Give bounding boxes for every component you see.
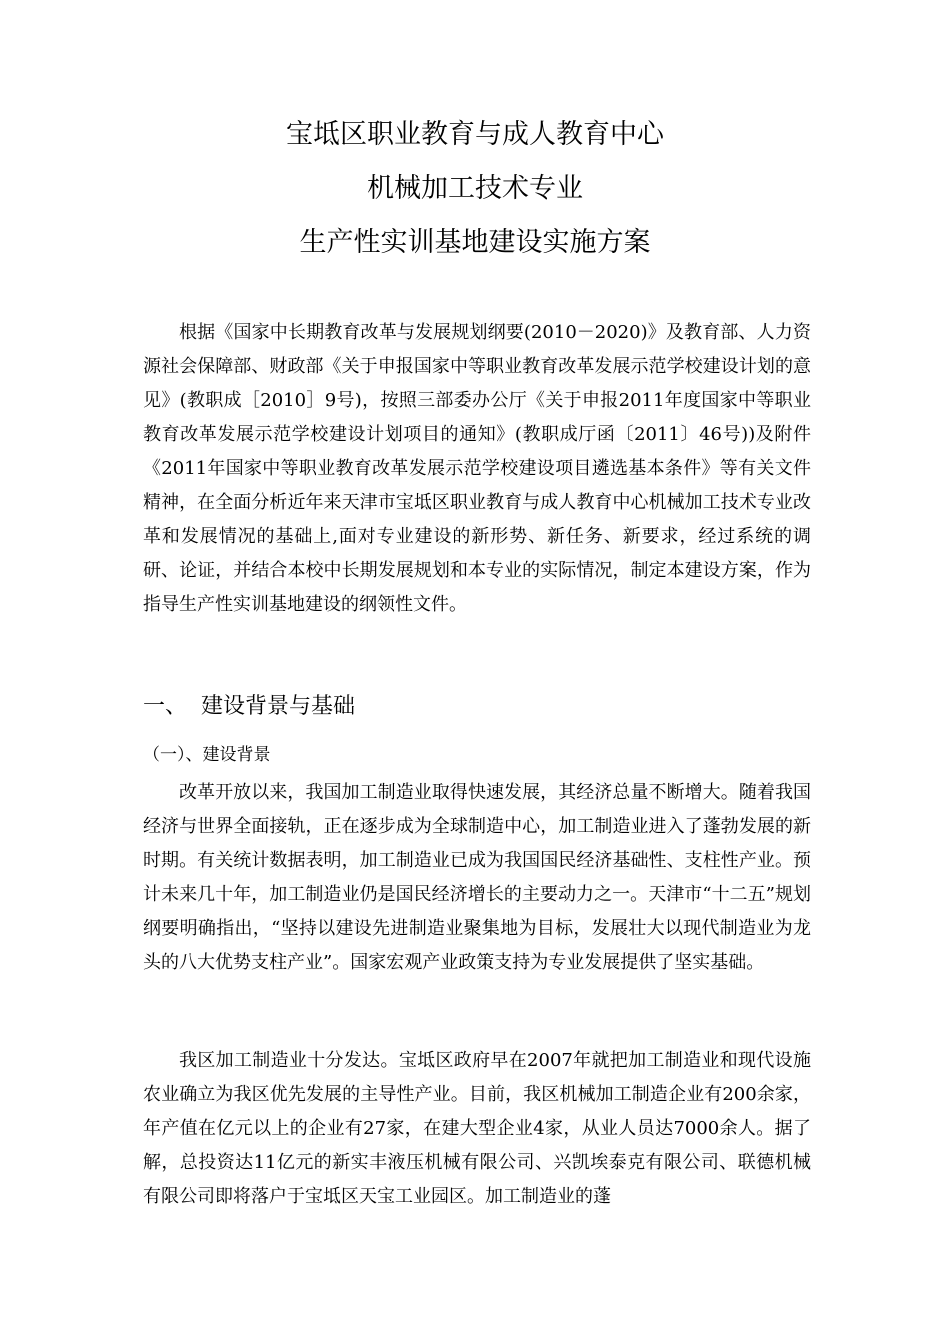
- subsection-heading: （一）、建设背景: [143, 745, 271, 765]
- body-paragraph: 改革开放以来，我国加工制造业取得快速发展，其经济总量不断增大。随着我国经济与世界全面接轨，正在逐步成为全球制造中心，加工制造业进入了蓬勃发展的新时期。有关统计数据表明，加工制造业已成为我国国民经济基础性、支柱性产业。预计未来几十年，加工制造业仍是国民经济增长的主要动力之一。天津市“十二五”规划纲要明确指出，“坚持以建设先进制造业聚集地为目标，发展壮大以现代制造业为龙头的八大优势支柱产业”。国家宏观产业政策支持为专业发展提供了坚实基础。: [143, 782, 811, 973]
- title-line-2: 机械加工技术专业: [367, 173, 583, 204]
- section-heading: [143, 690, 355, 724]
- document-title: [0, 108, 950, 270]
- section-number: 一、: [143, 694, 188, 719]
- title-line-1: 宝坻区职业教育与成人教育中心: [286, 119, 664, 150]
- intro-paragraph: 根据《国家中长期教育改革与发展规划纲要(2010－2020)》及教育部、人力资源社会保障部、财政部《关于申报国家中等职业教育改革发展示范学校建设计划的意见》(教职成［2010］9号)，按照三部委办公厅《关于申报2011年度国家中等职业教育改革发展示范学校建设计划项目的通知》(教职成厅函〔2011〕46号))及附件《2011年国家中等职业教育改革发展示范学校建设项目遴选基本条件》等有关文件精神，在全面分析近年来天津市宝坻区职业教育与成人教育中心机械加工技术专业改革和发展情况的基础上,面对专业建设的新形势、新任务、新要求，经过系统的调研、论证，并结合本校中长期发展规划和本专业的实际情况，制定本建设方案，作为指导生产性实训基地建设的纲领性文件。: [143, 322, 811, 615]
- title-line-3: 生产性实训基地建设实施方案: [299, 227, 651, 258]
- section-title: 建设背景与基础: [201, 694, 356, 719]
- body-paragraph: 我区加工制造业十分发达。宝坻区政府早在2007年就把加工制造业和现代设施农业确立为我区优先发展的主导性产业。目前，我区机械加工制造企业有200余家，年产值在亿元以上的企业有27家，在建大型企业4家，从业人员达7000余人。据了解，总投资达11亿元的新实丰液压机械有限公司、兴凯埃泰克有限公司、联德机械有限公司即将落户于宝坻区天宝工业园区。加工制造业的蓬: [143, 1050, 811, 1207]
